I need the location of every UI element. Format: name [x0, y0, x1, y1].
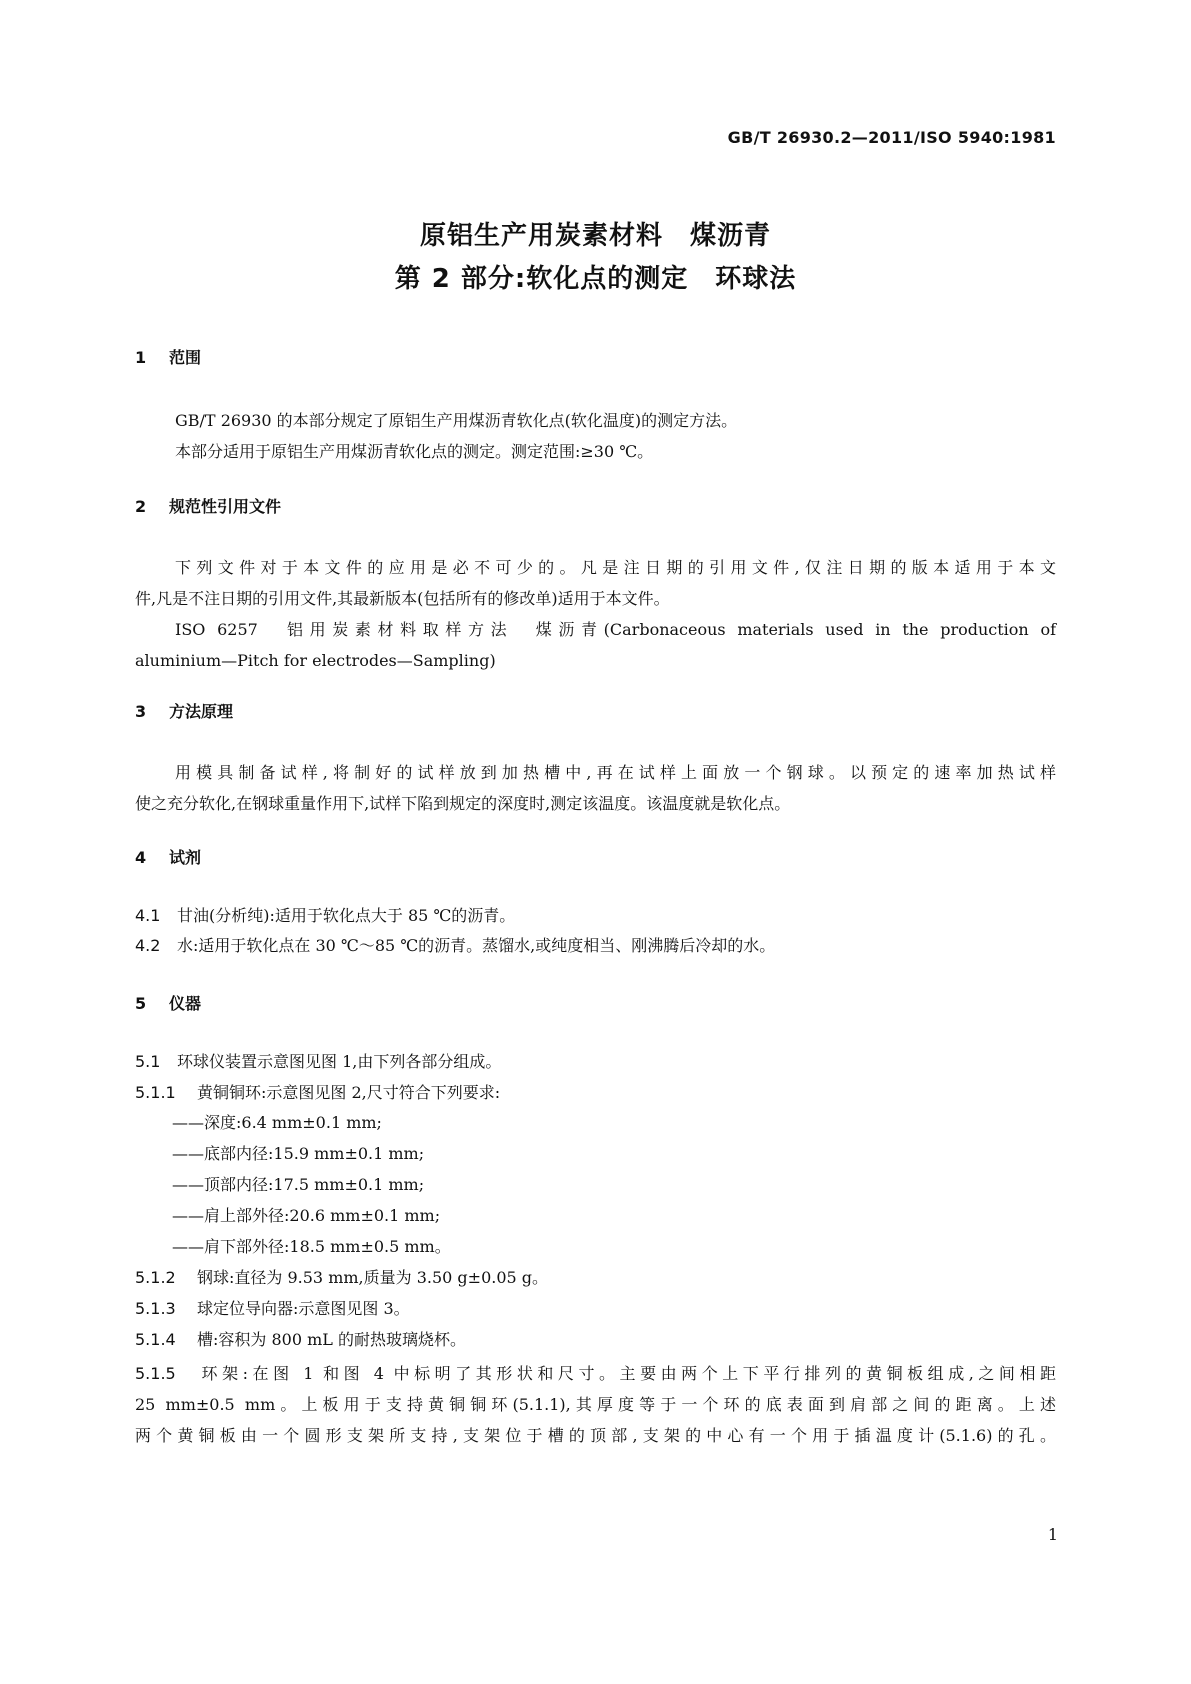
- s1-paragraph-1: GB/T 26930 的本部分规定了原铝生产用煤沥青软化点(软化温度)的测定方法。: [175, 411, 738, 430]
- item-number: 5.1.5: [135, 1364, 176, 1383]
- section-title: 试剂: [169, 848, 202, 867]
- section-number: 5: [135, 994, 147, 1013]
- item-5-1-5-line-2: 25 mm±0.5 mm。上板用于支持黄铜铜环(5.1.1),其厚度等于一个环的底表面到肩部之间的距离。上述: [135, 1395, 1056, 1414]
- item-number: 4.1: [135, 906, 161, 925]
- item-4-2: [135, 933, 775, 956]
- item-number: 5.1.4: [135, 1330, 176, 1349]
- item-number: 5.1.2: [135, 1268, 176, 1287]
- item-5-1-5-line-3: 两个黄铜板由一个圆形支架所支持,支架位于槽的顶部,支架的中心有一个用于插温度计(5.1.6)的孔。: [135, 1426, 1056, 1445]
- requirement-lower-shoulder-outer-diameter: ——肩下部外径:18.5 mm±0.5 mm。: [172, 1237, 451, 1256]
- section-title: 范围: [169, 348, 202, 367]
- item-text: 环球仪装置示意图见图 1,由下列各部分组成。: [177, 1052, 502, 1071]
- s3-paragraph-line-1: 用模具制备试样,将制好的试样放到加热槽中,再在试样上面放一个钢球。以预定的速率加热试样: [175, 763, 1056, 782]
- s2-reference-line-2: aluminium—Pitch for electrodes—Sampling): [135, 651, 496, 670]
- s2-paragraph-line-2: 件,凡是不注日期的引用文件,其最新版本(包括所有的修改单)适用于本文件。: [135, 589, 670, 608]
- section-4-heading: [135, 845, 201, 868]
- item-5-1-3: [135, 1296, 410, 1319]
- item-text: 黄铜铜环:示意图见图 2,尺寸符合下列要求:: [197, 1083, 501, 1102]
- requirement-bottom-inner-diameter: ——底部内径:15.9 mm±0.1 mm;: [172, 1144, 425, 1163]
- s2-reference-line-1: ISO 6257 铝用炭素材料取样方法 煤沥青(Carbonaceous materials used in the production of: [175, 620, 1056, 639]
- item-text: 环架:在图 1 和图 4 中标明了其形状和尺寸。主要由两个上下平行排列的黄铜板组成,之间相距: [197, 1364, 1056, 1383]
- item-5-1: [135, 1049, 501, 1072]
- s3-paragraph-line-2: 使之充分软化,在钢球重量作用下,试样下陷到规定的深度时,测定该温度。该温度就是软化点。: [135, 794, 791, 813]
- section-2-heading: [135, 494, 281, 517]
- section-number: 1: [135, 348, 147, 367]
- item-5-1-1: [135, 1080, 500, 1103]
- title-line-1: 原铝生产用炭素材料 煤沥青: [419, 221, 771, 251]
- section-1-heading: [135, 345, 201, 368]
- item-number: 5.1: [135, 1052, 161, 1071]
- item-number: 4.2: [135, 936, 161, 955]
- section-number: 2: [135, 497, 147, 516]
- section-number: 4: [135, 848, 147, 867]
- item-4-1: [135, 903, 515, 926]
- standard-code: GB/T 26930.2—2011/ISO 5940:1981: [727, 128, 1056, 147]
- item-text: 甘油(分析纯):适用于软化点大于 85 ℃的沥青。: [177, 906, 516, 925]
- item-5-1-4: [135, 1327, 466, 1350]
- page-number: 1: [1047, 1525, 1058, 1544]
- section-title: 方法原理: [169, 702, 234, 721]
- requirement-depth: ——深度:6.4 mm±0.1 mm;: [172, 1113, 382, 1132]
- item-text: 水:适用于软化点在 30 ℃～85 ℃的沥青。蒸馏水,或纯度相当、刚沸腾后冷却的水。: [177, 936, 776, 955]
- s1-paragraph-2: 本部分适用于原铝生产用煤沥青软化点的测定。测定范围:≥30 ℃。: [175, 442, 654, 461]
- section-number: 3: [135, 702, 147, 721]
- section-3-heading: [135, 699, 233, 722]
- section-title: 规范性引用文件: [169, 497, 282, 516]
- item-number: 5.1.1: [135, 1083, 176, 1102]
- title-line-2: 第 2 部分:软化点的测定 环球法: [394, 264, 797, 294]
- item-number: 5.1.3: [135, 1299, 176, 1318]
- requirement-upper-shoulder-outer-diameter: ——肩上部外径:20.6 mm±0.1 mm;: [172, 1206, 441, 1225]
- item-text: 钢球:直径为 9.53 mm,质量为 3.50 g±0.05 g。: [197, 1268, 549, 1287]
- requirement-top-inner-diameter: ——顶部内径:17.5 mm±0.1 mm;: [172, 1175, 425, 1194]
- item-text: 球定位导向器:示意图见图 3。: [197, 1299, 410, 1318]
- section-5-heading: [135, 991, 201, 1014]
- item-5-1-5-line-1: [135, 1358, 1056, 1389]
- item-text: 槽:容积为 800 mL 的耐热玻璃烧杯。: [197, 1330, 466, 1349]
- s2-paragraph-line-1: 下列文件对于本文件的应用是必不可少的。凡是注日期的引用文件,仅注日期的版本适用于本文: [175, 558, 1056, 577]
- item-5-1-2: [135, 1265, 548, 1288]
- section-title: 仪器: [169, 994, 202, 1013]
